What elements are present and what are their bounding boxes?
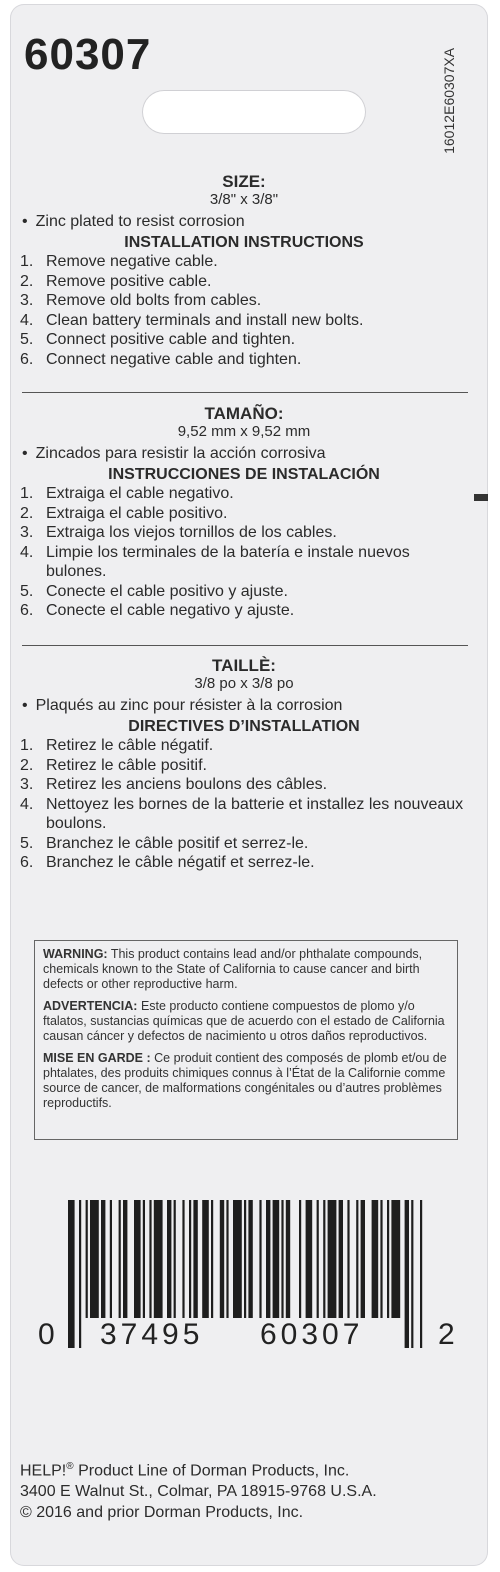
list-item: 6. Branchez le câble négatif et serrez-le. — [20, 854, 315, 871]
hang-hole — [142, 90, 366, 134]
barcode-bar — [361, 1200, 365, 1318]
barcode-bar — [339, 1200, 343, 1318]
instructions-heading: INSTRUCCIONES DE INSTALACIÓN — [108, 466, 380, 483]
list-item: 1. Extraiga el cable negativo. — [20, 485, 234, 502]
warning-spanish: ADVERTENCIA: Este producto contiene compuestos de plomo y/o ftalatos, sustancias químicas que de acuerdo con el estado de California causan cáncer y defectos de nacimiento u otros daños reproductivos. — [43, 999, 445, 1043]
part-number: 60307 — [24, 30, 152, 79]
barcode-bar — [143, 1200, 145, 1318]
footer-line-2: 3400 E Walnut St., Colmar, PA 18915-9768 U.S.A. — [20, 1483, 377, 1501]
barcode-bar — [306, 1200, 313, 1318]
barcode-group-1: 37495 — [100, 1318, 204, 1351]
barcode-bar — [119, 1200, 121, 1318]
list-item: 3. Extraiga los viejos tornillos de los cables. — [20, 524, 337, 541]
footer-line-1: HELP!® Product Line of Dorman Products, Inc. — [20, 1461, 350, 1480]
barcode-bar — [167, 1200, 171, 1318]
barcode-bar — [372, 1200, 379, 1318]
instructions-heading: INSTALLATION INSTRUCTIONS — [124, 234, 364, 251]
list-item: 4. Clean battery terminals and install new bolts. — [20, 311, 364, 329]
barcode-group-2: 60307 — [260, 1318, 364, 1351]
size-value: 9,52 mm x 9,52 mm — [177, 423, 311, 440]
size-value: 3/8" x 3/8" — [209, 191, 279, 208]
size-label: TAILLÈ: — [212, 656, 276, 675]
side-code-line-1: E60307XA — [441, 48, 457, 115]
edge-mark — [474, 494, 488, 501]
barcode-bar — [391, 1200, 400, 1318]
list-item: 1. Retirez le câble négatif. — [20, 737, 214, 754]
barcode-bar — [220, 1200, 224, 1318]
footer — [20, 1456, 470, 1523]
barcode-bar — [149, 1200, 151, 1318]
barcode-bar — [233, 1200, 242, 1318]
barcode-bar — [281, 1200, 283, 1318]
barcode-bar — [244, 1200, 246, 1318]
side-code — [442, 48, 457, 154]
list-item: 6. Conecte el cable negativo y ajuste. — [20, 602, 295, 619]
barcode-bar — [317, 1200, 319, 1318]
feature-bullet: • Plaqués au zinc pour résister à la corrosion — [20, 696, 468, 715]
barcode-digit-left: 0 — [38, 1318, 55, 1351]
barcode-bar — [101, 1200, 105, 1318]
barcode-bar — [174, 1200, 176, 1318]
section-divider — [22, 645, 468, 646]
list-item: 3. Remove old bolts from cables. — [20, 292, 262, 309]
barcode-bar — [86, 1200, 88, 1318]
instruction-list — [20, 252, 468, 369]
barcode-bar — [387, 1200, 389, 1318]
barcode-bar — [266, 1200, 270, 1318]
list-item: 2. Remove positive cable. — [20, 272, 212, 290]
barcode-bar — [273, 1200, 280, 1318]
list-item: 5. Branchez le câble positif et serrez-le. — [20, 834, 309, 852]
list-item: 6. Connect negative cable and tighten. — [20, 350, 302, 368]
barcode-bar — [226, 1200, 228, 1318]
list-item: 3. Retirez les anciens boulons des câbles. — [20, 776, 328, 793]
instructions-heading: DIRECTIVES D’INSTALLATION — [128, 718, 360, 735]
warning-box — [34, 940, 458, 1140]
barcode-bar — [248, 1200, 252, 1318]
barcode-bar — [286, 1200, 290, 1318]
feature-bullet: • Zincados para resistir la acción corrosiva — [20, 444, 468, 463]
english-section — [20, 172, 468, 369]
section-divider — [22, 392, 468, 393]
list-item: 5. Connect positive cable and tighten. — [20, 331, 296, 348]
french-section — [20, 656, 468, 873]
barcode-bar — [347, 1200, 349, 1318]
size-label: TAMAÑO: — [204, 404, 284, 423]
size-value: 3/8 po x 3/8 po — [194, 675, 294, 692]
barcode-digits — [36, 1318, 456, 1354]
barcode-bar — [328, 1200, 337, 1318]
barcode-bar — [110, 1200, 112, 1318]
list-item: 1. Remove negative cable. — [20, 253, 218, 270]
barcode-bar — [356, 1200, 358, 1318]
barcode-bar — [154, 1200, 163, 1318]
side-code-line-2: 16012 — [441, 114, 457, 154]
list-item: 5. Conecte el cable positivo y ajuste. — [20, 582, 288, 600]
barcode-bar — [123, 1200, 127, 1318]
warning-french: MISE EN GARDE : Ce produit contient des composés de plomb et/ou de phtalates, des produits chimiques connus à l’État de la Californie comme source de cancer, de malformations congénitales ou d’autres problèmes reproductifs. — [43, 1051, 447, 1110]
footer-line-3: © 2016 and prior Dorman Products, Inc. — [20, 1504, 304, 1522]
barcode-bar — [90, 1200, 99, 1318]
feature-bullet: • Zinc plated to resist corrosion — [20, 212, 468, 231]
list-item: 2. Extraiga el cable positivo. — [20, 504, 228, 522]
barcode-bar — [380, 1200, 382, 1318]
barcode-bar — [202, 1200, 209, 1318]
list-item: 4. Limpie los terminales de la batería e instale nuevos bulones. — [20, 543, 410, 580]
size-label: SIZE: — [222, 172, 266, 191]
barcode-bar — [134, 1200, 141, 1318]
barcode-bar — [323, 1200, 325, 1318]
barcode-digit-right: 2 — [438, 1318, 455, 1351]
list-item: 2. Retirez le câble positif. — [20, 756, 207, 774]
barcode-bar — [259, 1200, 261, 1318]
instruction-list — [20, 736, 468, 873]
list-item: 4. Nettoyez les bornes de la batterie et installez les nouveaux boulons. — [20, 795, 464, 832]
spanish-section — [20, 404, 468, 621]
barcode-bar — [211, 1200, 213, 1318]
instruction-list — [20, 484, 468, 621]
barcode-bar — [299, 1200, 301, 1318]
warning-english: WARNING: This product contains lead and/or phthalate compounds, chemicals known to the State of California to cause cancer and birth defects or other reproductive harm. — [43, 947, 423, 991]
